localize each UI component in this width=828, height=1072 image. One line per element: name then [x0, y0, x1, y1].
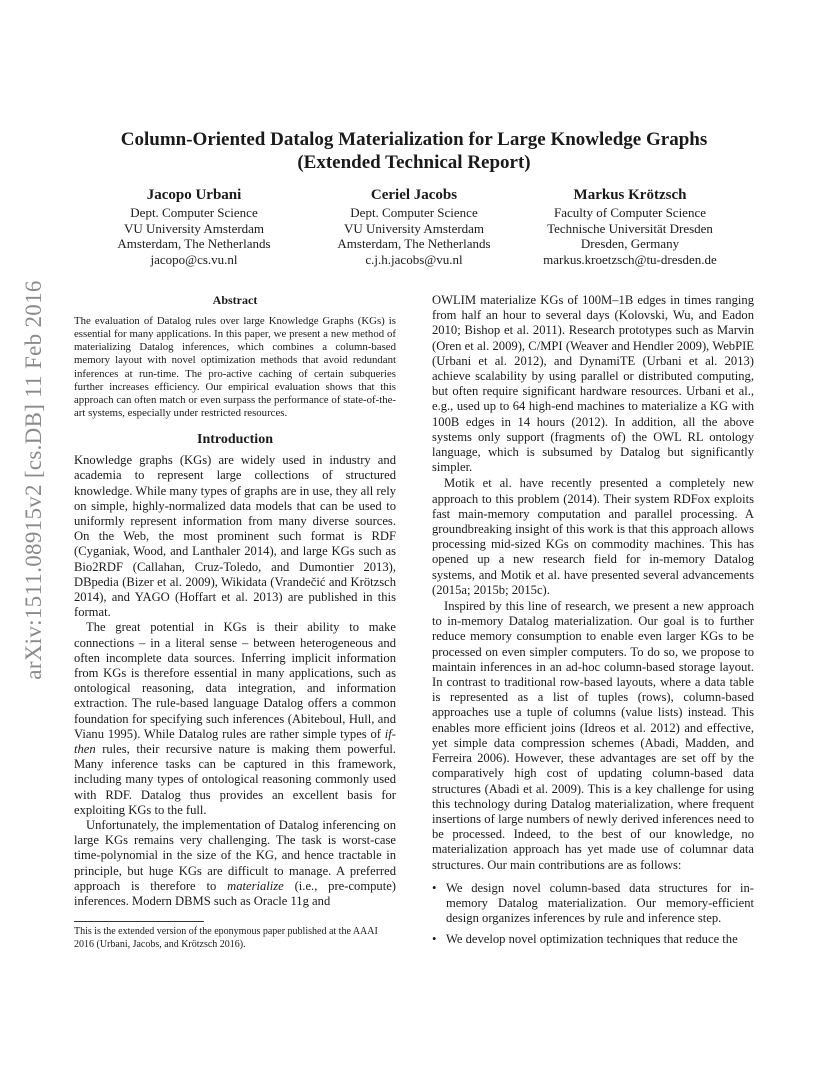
- author-name: Ceriel Jacobs: [370, 187, 458, 203]
- author-dept: Dept. Computer Science: [130, 205, 258, 220]
- contribution-text: We develop novel optimization techniques that reduce the: [446, 932, 738, 947]
- author-email: markus.kroetzsch@tu-dresden.de: [543, 251, 717, 267]
- author-email: c.j.h.jacobs@vu.nl: [365, 251, 463, 267]
- contribution-text: We design novel column-based data structures for in-memory Datalog materialization. Our memory-efficient design organizes inferences by rule and inference step.: [446, 880, 754, 926]
- author-location: Amsterdam, The Netherlands: [337, 236, 491, 251]
- introduction-heading: Introduction: [197, 431, 273, 447]
- author-dept: Dept. Computer Science: [350, 205, 478, 220]
- author-dept: Faculty of Computer Science: [554, 205, 706, 220]
- list-item: [432, 932, 754, 947]
- intro-paragraph-3-text-a: Unfortunately, the implementation of Datalog inferencing on large KGs remains very challenging. The task is worst-case time-polynomial in the size of the KG, and hence tractable in principle, but huge KGs are difficult to manage. A preferred approach is therefore to: [74, 818, 396, 893]
- author-3: [510, 186, 750, 267]
- author-institution: VU University Amsterdam: [343, 220, 485, 236]
- left-column: [74, 293, 396, 909]
- author-location: Amsterdam, The Netherlands: [117, 236, 271, 251]
- materialize-emphasis: materialize: [227, 878, 284, 893]
- author-institution: VU University Amsterdam: [123, 220, 265, 236]
- author-2: [294, 186, 534, 267]
- right-paragraph-1: OWLIM materialize KGs of 100M–1B edges in times ranging from half an hour to several days (Kolovski, Wu, and Eadon 2010; Bishop et al. 2011). Research prototypes such as Marvin (Oren et al. 2009), C/MPI (Weaver and Hendler 2009), WebPIE (Urbani et al. 2012), and DynamiTE (Urbani et al. 2013) achieve scalability by using parallel or distributed computing, but often require significant hardware resources. Urbani et al., e.g., used up to 64 high-end machines to materialize a KG with 100B edges in 14 hours (2012). In addition, all the above systems only support (fragments of) the OWL RL ontology language, which is subsumed by Datalog but significantly simpler.: [432, 293, 754, 475]
- author-block: [74, 186, 754, 266]
- paper-title: [74, 128, 754, 174]
- abstract-text: The evaluation of Datalog rules over large Knowledge Graphs (KGs) is essential for many applications. In this paper, we present a new method of materializing Datalog inferences, which combines a column-based memory layout with novel optimization methods that avoid redundant inferences at run-time. The pro-active caching of certain subqueries further increases efficiency. Our empirical evaluation shows that this approach can often match or even surpass the performance of state-of-the-art systems, especially under restricted resources.: [74, 315, 396, 419]
- bullet-icon: •: [432, 880, 437, 895]
- intro-paragraph-2-text-b: rules, their recursive nature is making them powerful. Many inference tasks can be captured in this framework, including many types of ontological reasoning commonly used with RDF. Datalog thus provides an excellent basis for exploiting KGs to the full.: [74, 742, 396, 817]
- author-name: Markus Krötzsch: [573, 187, 687, 203]
- right-column: [432, 293, 754, 954]
- arxiv-stamp: [14, 280, 54, 680]
- intro-paragraph-2-text-a: The great potential in KGs is their ability to make connections – in a literal sense – between heterogeneous and often incomplete data sources. Inferring implicit information from KGs is therefore essential in many applications, such as ontological reasoning, data integration, and information extraction. The rule-based language Datalog offers a common foundation for specifying such inferences (Abiteboul, Hull, and Vianu 1995). While Datalog rules are rather simple types of: [74, 620, 396, 741]
- abstract-heading: Abstract: [212, 293, 258, 307]
- if-then-emphasis: if-then: [74, 726, 396, 757]
- footnote-rule: [74, 921, 204, 922]
- title-line-1: Column-Oriented Datalog Materialization for Large Knowledge Graphs: [120, 129, 708, 150]
- title-line-2: (Extended Technical Report): [297, 152, 531, 173]
- arxiv-identifier: arXiv:1511.08915v2 [cs.DB] 11 Feb 2016: [21, 280, 46, 680]
- author-1: [74, 186, 314, 267]
- author-location: Dresden, Germany: [580, 236, 680, 251]
- list-item: [432, 881, 754, 927]
- contribution-list: [432, 881, 754, 948]
- right-paragraph-3: Inspired by this line of research, we present a new approach to in-memory Datalog materialization. Our goal is to further reduce memory consumption to enable even larger KGs to be processed on even simpler computers. To do so, we propose to maintain inferences in an ad-hoc column-based storage layout. In contrast to traditional row-based layouts, where a data table is represented as a list of tuples (rows), column-based approaches use a tuple of columns (value lists) instead. This enables more efficient joins (Idreos et al. 2012) and effective, yet simple data compression schemes (Abadi, Madden, and Ferreira 2006). However, these advantages are set off by the comparatively high cost of updating column-based data structures (Abadi et al. 2009). This is a key challenge for using this technology during Datalog materialization, where frequent insertions of large numbers of newly derived inferences need to be processed. Indeed, to the best of our knowledge, no materialization approach has yet made use of columnar data structures. Our main contributions are as follows:: [432, 599, 754, 872]
- intro-paragraph-1: Knowledge graphs (KGs) are widely used in industry and academia to represent large collections of structured knowledge. While many types of graphs are in use, they all rely on simple, highly-normalized data models that can be used to uniformly represent information from many diverse sources. On the Web, the most prominent such format is RDF (Cyganiak, Wood, and Lanthaler 2014), and large KGs such as Bio2RDF (Callahan, Cruz-Toledo, and Dumontier 2013), DBpedia (Bizer et al. 2009), Wikidata (Vrandečić and Krötzsch 2014), and YAGO (Hoffart et al. 2013) are published in this format.: [74, 453, 396, 620]
- right-paragraph-2: Motik et al. have recently presented a completely new approach to this problem (2014). Their system RDFox exploits fast main-memory computation and parallel processing. A groundbreaking insight of this work is that this approach allows processing mid-sized KGs on commodity machines. This has opened up a new research field for in-memory Datalog systems, and Motik et al. have presented several advancements (2015a; 2015b; 2015c).: [432, 476, 754, 597]
- footnote: This is the extended version of the eponymous paper published at the AAAI 2016 (Urbani, Jacobs, and Krötzsch 2016).: [74, 926, 378, 950]
- intro-paragraph-3-text-b: (i.e., pre-compute) inferences. Modern DBMS such as Oracle 11g and: [74, 878, 396, 909]
- intro-paragraph-3: [74, 818, 396, 909]
- intro-paragraph-2: [74, 620, 396, 818]
- bullet-icon: •: [432, 932, 437, 947]
- author-email: jacopo@cs.vu.nl: [150, 251, 238, 267]
- author-institution: Technische Universität Dresden: [547, 220, 713, 236]
- author-name: Jacopo Urbani: [146, 187, 242, 203]
